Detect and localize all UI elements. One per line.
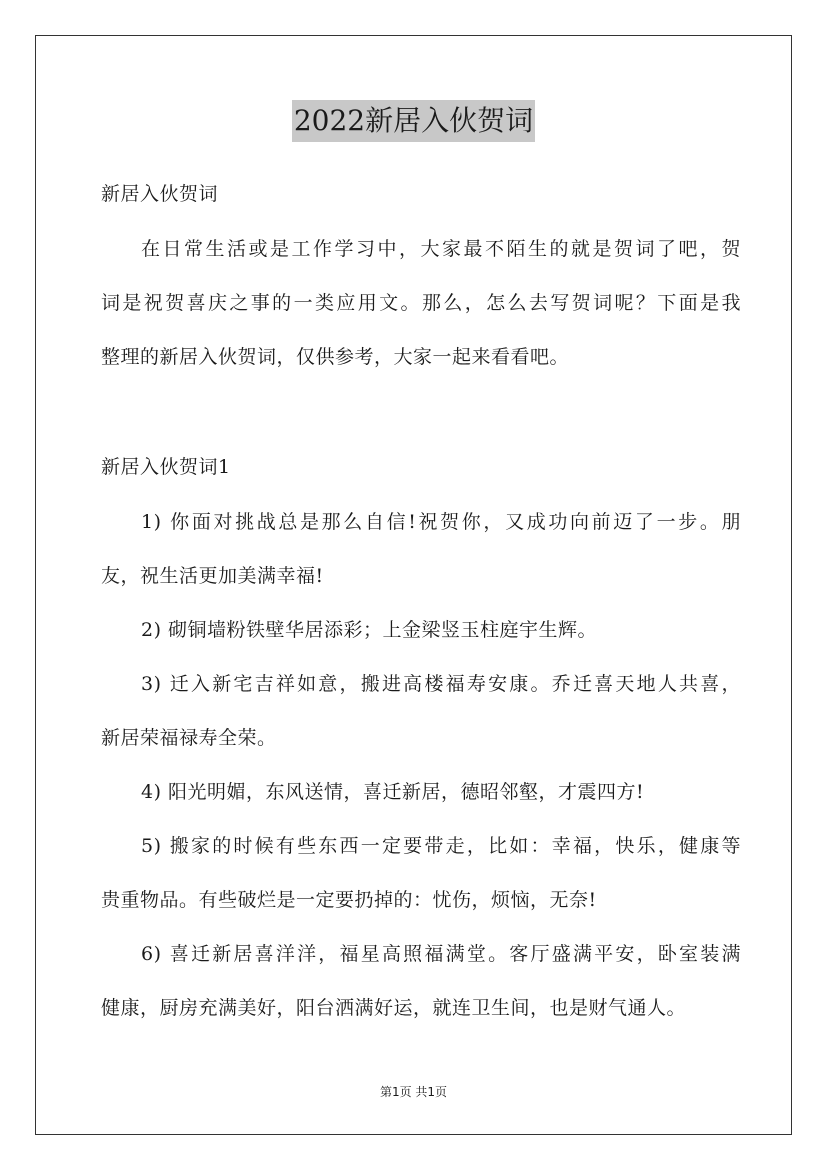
section-heading: 新居入伙贺词1	[101, 456, 231, 478]
subtitle: 新居入伙贺词	[101, 183, 219, 205]
item-5-line-2: 贵重物品。有些破烂是一定要扔掉的：忧伤，烦恼，无奈!	[101, 889, 597, 911]
item-6-line-2: 健康，厨房充满美好，阳台洒满好运，就连卫生间，也是财气通人。	[101, 997, 687, 1019]
item-4-line-1: 4) 阳光明媚，东风送情，喜迁新居，德昭邻壑，才震四方!	[141, 781, 645, 803]
title-container	[0, 100, 827, 142]
intro-line-3: 整理的新居入伙贺词，仅供参考，大家一起来看看吧。	[101, 346, 570, 368]
intro-line-1: 在日常生活或是工作学习中，大家最不陌生的就是贺词了吧，贺	[141, 238, 741, 260]
document-title: 2022新居入伙贺词	[292, 100, 535, 142]
item-2-line-1: 2) 砌铜墙粉铁壁华居添彩；上金梁竖玉柱庭宇生辉。	[141, 619, 598, 641]
item-1-line-1: 1) 你面对挑战总是那么自信!祝贺你，又成功向前迈了一步。朋	[141, 511, 741, 533]
item-3-line-1: 3) 迁入新宅吉祥如意，搬进高楼福寿安康。乔迁喜天地人共喜，	[141, 673, 741, 695]
intro-line-2: 词是祝贺喜庆之事的一类应用文。那么，怎么去写贺词呢？下面是我	[101, 292, 741, 314]
page-footer: 第1页 共1页	[379, 1085, 448, 1099]
item-3-line-2: 新居荣福禄寿全荣。	[101, 727, 277, 749]
item-6-line-1: 6) 喜迁新居喜洋洋，福星高照福满堂。客厅盛满平安，卧室装满	[141, 943, 741, 965]
item-5-line-1: 5) 搬家的时候有些东西一定要带走，比如：幸福，快乐，健康等	[141, 835, 741, 857]
item-1-line-2: 友，祝生活更加美满幸福!	[101, 565, 324, 587]
